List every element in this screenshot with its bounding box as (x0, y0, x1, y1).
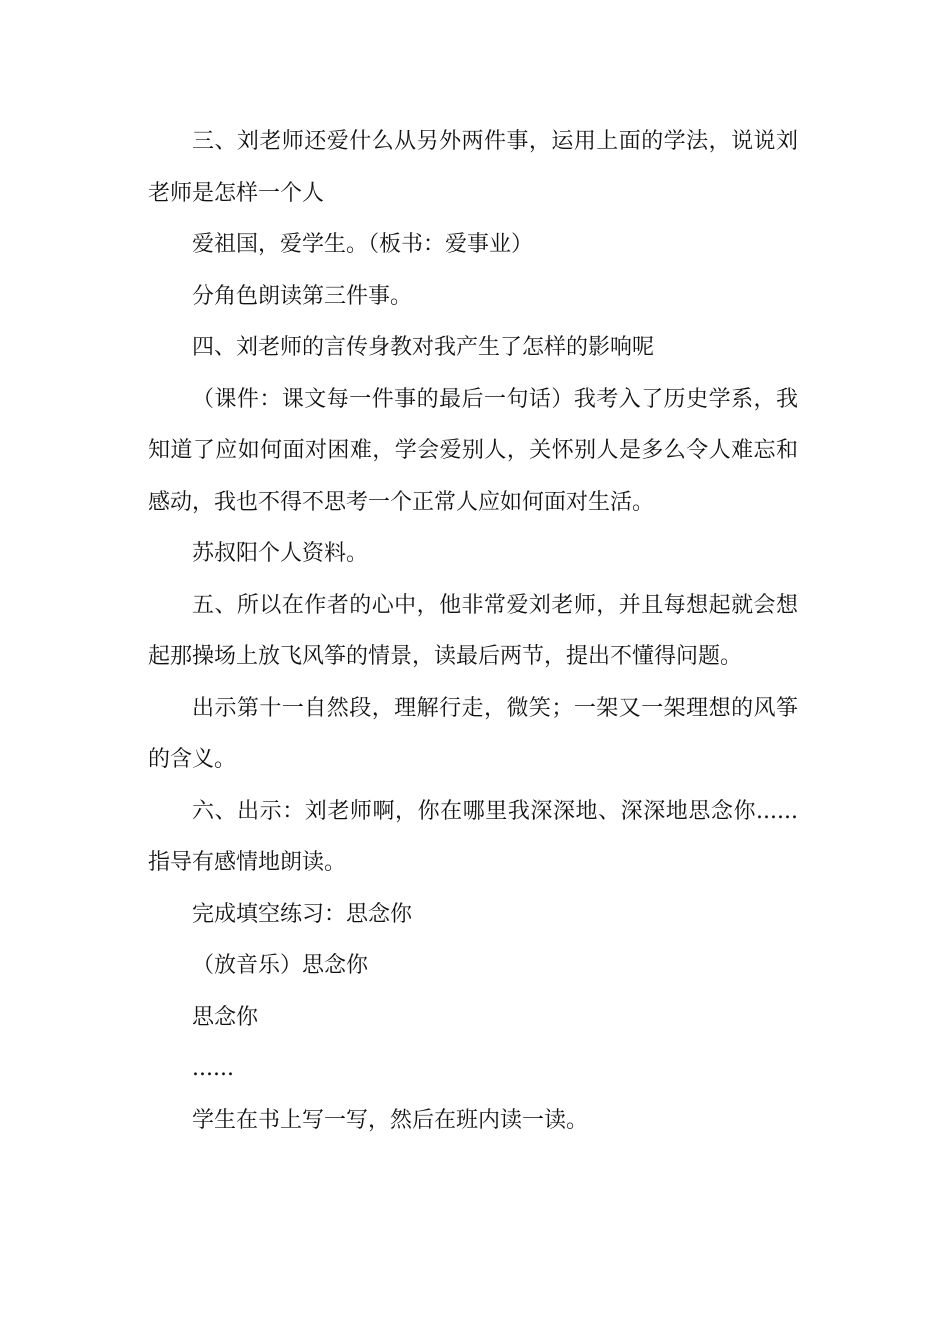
paragraph-miss-you: 思念你 (192, 1004, 259, 1030)
paragraph-write-read: 学生在书上写一写，然后在班内读一读。 (192, 1107, 589, 1133)
paragraph-section-3: 三、刘老师还爱什么从另外两件事，运用上面的学法，说说刘老师是怎样一个人 (148, 129, 798, 206)
paragraph-section-6: 六、出示：刘老师啊，你在哪里我深深地、深深地思念你......指导有感情地朗读。 (148, 798, 798, 875)
paragraph-section-4: 四、刘老师的言传身教对我产生了怎样的影响呢 (192, 335, 655, 360)
paragraph-fill-blank: 完成填空练习：思念你 (192, 901, 413, 927)
paragraph-author-profile: 苏叔阳个人资料。 (192, 541, 369, 566)
paragraph-eleventh-section: 出示第十一自然段，理解行走，微笑；一架又一架理想的风筝的含义。 (148, 695, 798, 772)
paragraph-ellipsis: ...... (192, 1056, 234, 1081)
paragraph-music: （放音乐）思念你 (192, 953, 369, 978)
paragraph-love-country: 爱祖国，爱学生。（板书：爱事业） (192, 232, 534, 257)
paragraph-role-reading: 分角色朗读第三件事。 (192, 283, 413, 309)
paragraph-courseware: （课件：课文每一件事的最后一句话）我考入了历史学系，我知道了应如何面对困难，学会爱别人，关怀别人是多么令人难忘和感动，我也不得不思考一个正常人应如何面对生活。 (148, 386, 798, 515)
document-body (148, 116, 798, 1146)
paragraph-section-5: 五、所以在作者的心中，他非常爱刘老师，并且每想起就会想起那操场上放飞风筝的情景，读最后两节，提出不懂得问题。 (148, 592, 798, 669)
